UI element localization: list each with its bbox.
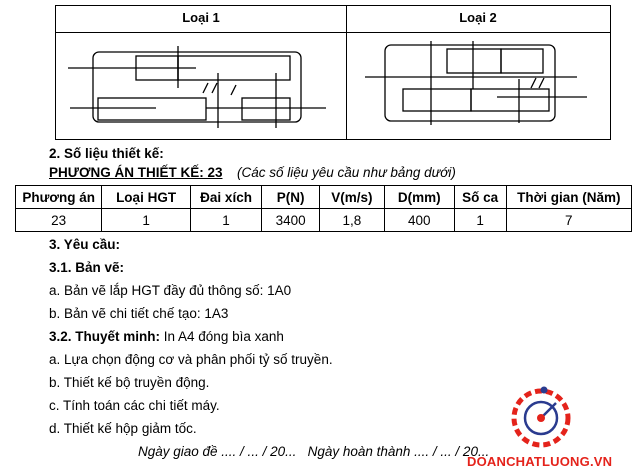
- table-header-row: [16, 186, 632, 209]
- section3-heading: 3. Yêu cầu:: [49, 237, 121, 252]
- table-header-cell: Phương án: [16, 186, 102, 209]
- report-heading: 3.2. Thuyết minh:: [49, 329, 161, 344]
- report-item: b. Thiết kế bộ truyền động.: [49, 375, 210, 390]
- table-cell: 23: [16, 209, 102, 232]
- plan-note: (Các số liệu yêu cầu như bảng dưới): [237, 165, 456, 180]
- table-cell: 1,8: [319, 209, 384, 232]
- table-cell: 1: [454, 209, 506, 232]
- table-header-cell: Đai xích: [190, 186, 262, 209]
- table-header-cell: Thời gian (Năm): [506, 186, 631, 209]
- table-header-cell: Loại HGT: [102, 186, 190, 209]
- report-line: [49, 328, 284, 345]
- diagram-header-type1: Loại 1: [182, 10, 220, 25]
- diagram-header-type2: Loại 2: [459, 10, 497, 25]
- table-header-cell: P(N): [262, 186, 320, 209]
- diagram-table: [55, 5, 611, 140]
- report-item: c. Tính toán các chi tiết máy.: [49, 398, 220, 413]
- drawing-item: b. Bản vẽ chi tiết chế tạo: 1A3: [49, 306, 229, 321]
- section2-heading: 2. Số liệu thiết kế:: [49, 146, 164, 161]
- gearbox-diagram-type1: [56, 33, 346, 139]
- report-item: a. Lựa chọn động cơ và phân phối tỷ số truyền.: [49, 352, 333, 367]
- drawing-item: a. Bản vẽ lắp HGT đầy đủ thông số: 1A0: [49, 283, 292, 298]
- plan-title: PHƯƠNG ÁN THIẾT KẾ: 23: [49, 165, 223, 180]
- report-note: In A4 đóng bìa xanh: [160, 329, 284, 344]
- table-header-cell: V(m/s): [319, 186, 384, 209]
- table-cell: 1: [102, 209, 190, 232]
- gearbox-diagram-type2: [347, 33, 611, 139]
- dates-line: Ngày giao đề .... / ... / 20... Ngày hoàn thành .... / ... / 20...: [138, 444, 490, 459]
- table-header-cell: Số ca: [454, 186, 506, 209]
- table-cell: 1: [190, 209, 262, 232]
- drawings-heading: 3.1. Bản vẽ:: [49, 260, 125, 275]
- report-item: d. Thiết kế hộp giảm tốc.: [49, 421, 197, 436]
- table-cell: 400: [384, 209, 454, 232]
- table-header-cell: D(mm): [384, 186, 454, 209]
- watermark-text: DOANCHATLUONG.VN: [467, 454, 613, 469]
- gear-logo-icon: [506, 383, 576, 453]
- table-row: [16, 209, 632, 232]
- table-cell: 3400: [262, 209, 320, 232]
- table-cell: 7: [506, 209, 631, 232]
- spec-table: [15, 185, 632, 232]
